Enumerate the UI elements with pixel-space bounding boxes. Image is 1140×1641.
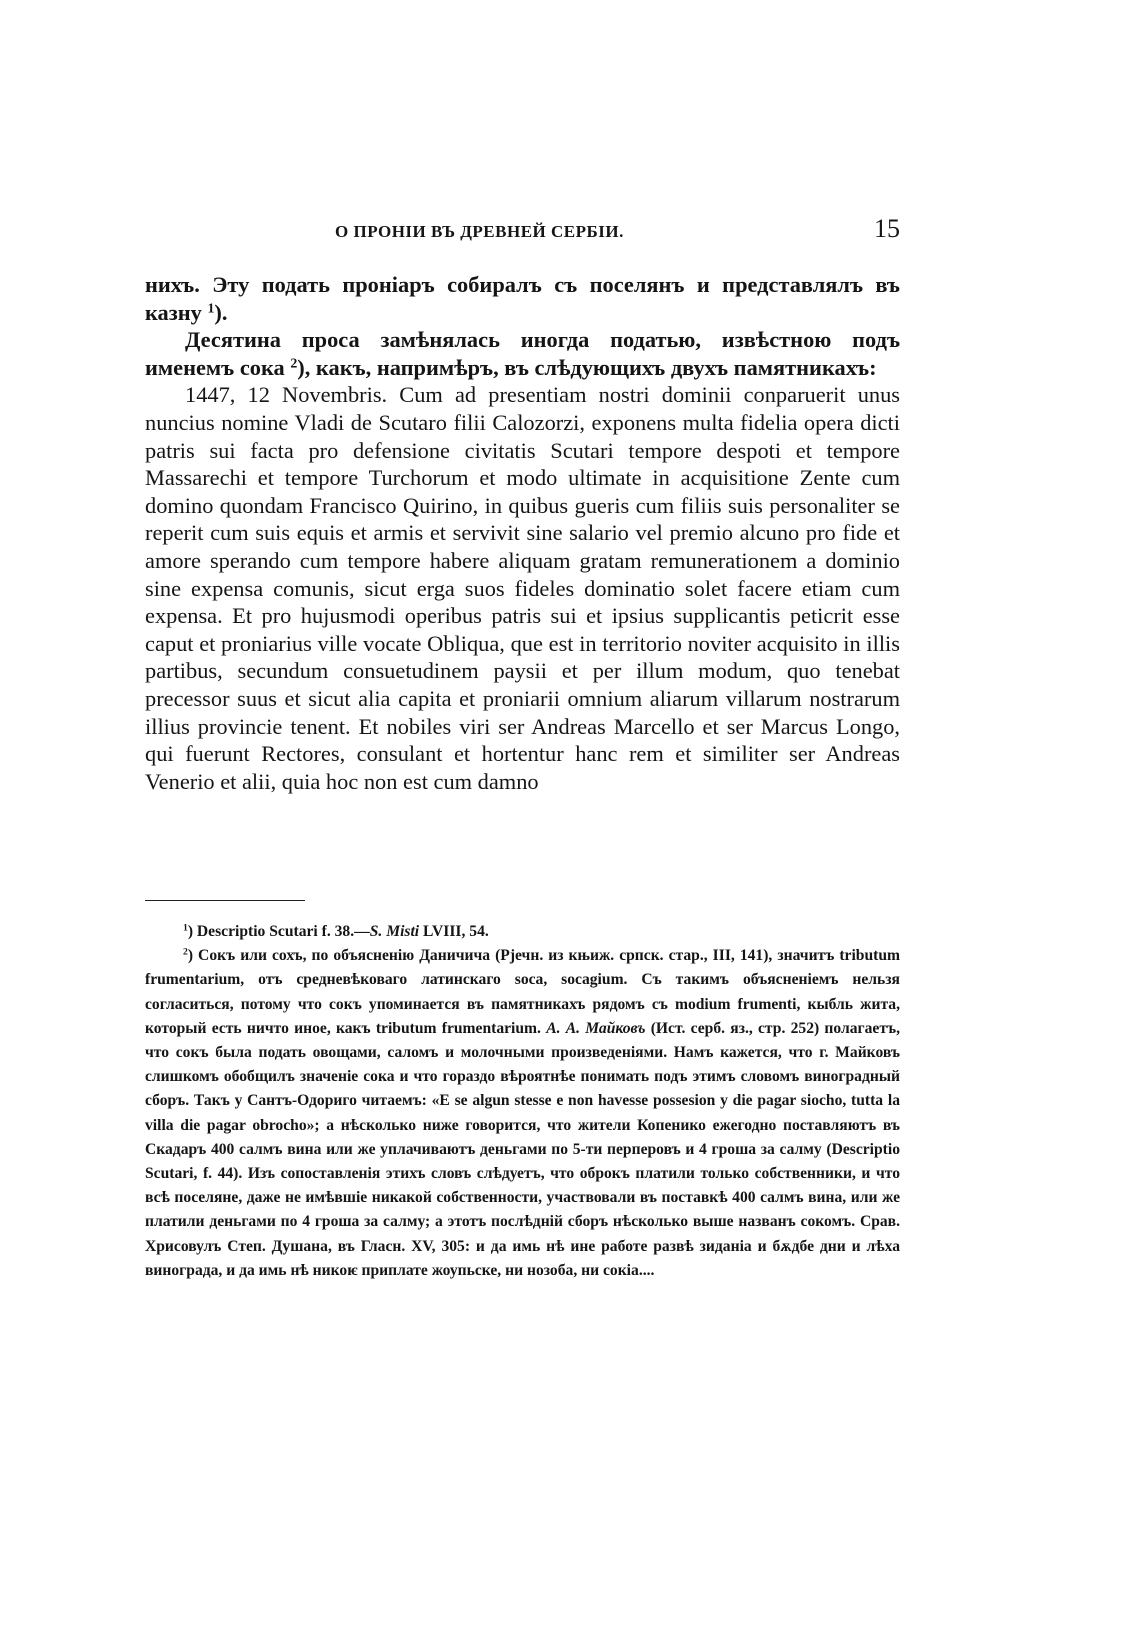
latin-quotation: 1447, 12 Novembris. Cum ad presentiam nostri dominii conparuerit unus nuncius nomine Vladi de Scutaro filii Calozorzi, exponens multa fidelia opera dicti patris sui facta pro defensione civitatis Scutari tempore despoti et tempore Massarechi et tempore Turchorum et modo ultimate in acquisitione Zente cum domino quondam Francisco Quirino, in quibus gueris cum filiis suis personaliter se reperit cum suis equis et armis et servivit sine salario vel premio alcuno pro fide et amore sperando cum tempore habere aliquam gratam remunerationem a dominio sine expensa comunis, sicut erga suos fideles dominatio solet facere etiam cum expensa. Et pro hujusmodi operibus patris sui et ipsius supplicantis peticrit esse caput et proniarius ville vocate Obliqua, que est in territorio noviter acquisito in illis partibus, secundum consuetudinem paysii et per illum modum, quo tenebat precessor suus et sicut alia capita et proniarii omnium aliarum villarum nostrarum illius provincie tenent. Et nobiles viri ser Andreas Marcello et ser Marcus Longo, qui fuerunt Rectores, consulant et hortentur hanc rem et similiter ser Andreas Venerio et alii, quia hoc non est cum damno <box>145 382 900 794</box>
footnote-ref-1: 1 <box>207 300 215 316</box>
footnote-1: $^1$) Descriptio Scutari f. 38.—S. Misti LVIII, 54. <box>183 922 489 940</box>
page-number: 15 <box>874 214 900 243</box>
paragraph-1: нихъ. Эту подать проніаръ собиралъ съ поселянъ и представлялъ въ казну $^1$). <box>145 272 900 325</box>
page-header <box>145 214 900 254</box>
footnote-ref-2: 2 <box>290 356 298 372</box>
footnote-2: $^2$) Сокъ или сохъ, по объясненію Даничича (Рјечн. из књиж. српск. стар., III, 141), значитъ tributum frumentarium, отъ средневѣковаго латинскаго soca, socagium. Съ такимъ объясненіемъ нельзя согласиться, потому что сокъ упоминается въ памятникахъ рядомъ съ modium frumenti, кыбль жита, который есть ничто иное, какъ tributum frumentarium. А. А. Майковъ (Ист. серб. яз., стр. 252) полагаетъ, что сокъ была подать овощами, саломъ и молочными произведеніями. Намъ кажется, что г. Майковъ слишкомъ обобщилъ значеніе сока и что гораздо вѣроятнѣе понимать подъ этимъ словомъ виноградный сборъ. Такъ у Сантъ-Одориго читаемъ: «E se algun stesse e non havesse possesion y die pagar siocho, tutta la villa die pagar obrocho»; а нѣсколько ниже говорится, что жители Копенико ежегодно поставляютъ въ Скадаръ 400 салмъ вина или же уплачиваютъ деньгами по 5-ти перперовъ и 4 гроша за салму (Descriptio Scutari, f. 44). Изъ сопоставленія этихъ словъ слѣдуетъ, что оброкъ платили только собственники, и что всѣ поселяне, даже не имѣвшіе никакой собственности, участвовали въ поставкѣ 400 салмъ вина, или же платили деньгами по 4 гроша за салму; а этотъ послѣдній сборъ нѣсколько выше названъ сокомъ. Срав. Хрисовулъ Степ. Душана, въ Гласн. XV, 305: и да имь нѣ ине работе развѣ зиданіа и бѫдбе дни и лѣха винограда, и да имь нѣ никоѥ приплате жоупьске, ни нозоба, ни сокіа.... <box>145 946 901 1279</box>
main-text <box>145 271 900 795</box>
paragraph-2: Десятина проса замѣнялась иногда податью, извѣстною подъ именемъ сока $^2$), какъ, напримѣръ, въ слѣдующихъ двухъ памятникахъ: <box>145 327 900 380</box>
running-title: О ПРОНІИ ВЪ ДРЕВНЕЙ СЕРБІИ. <box>335 222 624 241</box>
footnotes <box>145 920 900 1283</box>
footnote-divider <box>145 900 305 901</box>
